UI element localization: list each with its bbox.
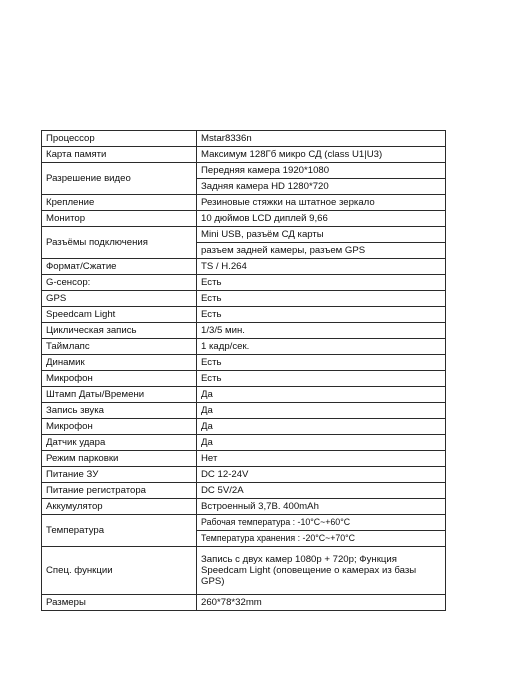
row-value: Передняя камера 1920*1080 (197, 163, 446, 179)
row-label: Микрофон (42, 419, 197, 435)
table-row (42, 467, 446, 483)
row-label: Аккумулятор (42, 499, 197, 515)
row-label: Штамп Даты/Времени (42, 387, 197, 403)
table-row (42, 323, 446, 339)
row-label: Speedcam Light (42, 307, 197, 323)
table-row (42, 195, 446, 211)
row-label: Карта памяти (42, 147, 197, 163)
row-label: Датчик удара (42, 435, 197, 451)
row-label: Питание ЗУ (42, 467, 197, 483)
row-value: Есть (197, 275, 446, 291)
table-row (42, 131, 446, 147)
spec-table (41, 130, 446, 611)
row-label: Режим парковки (42, 451, 197, 467)
row-value: DC 5V/2A (197, 483, 446, 499)
row-value: Температура хранения : -20°C~+70°C (197, 531, 446, 547)
table-row (42, 387, 446, 403)
row-label: G-сенсор: (42, 275, 197, 291)
table-row (42, 451, 446, 467)
row-label: Запись звука (42, 403, 197, 419)
table-row (42, 547, 446, 595)
row-label: Размеры (42, 595, 197, 611)
table-row (42, 163, 446, 179)
row-value: Нет (197, 451, 446, 467)
row-label: Циклическая запись (42, 323, 197, 339)
table-row (42, 515, 446, 531)
row-label: Процессор (42, 131, 197, 147)
row-label: Питание регистратора (42, 483, 197, 499)
row-label: Динамик (42, 355, 197, 371)
table-row (42, 147, 446, 163)
row-label: Таймлапс (42, 339, 197, 355)
row-value: 1/3/5 мин. (197, 323, 446, 339)
table-row (42, 355, 446, 371)
table-row (42, 291, 446, 307)
row-value: TS / H.264 (197, 259, 446, 275)
row-value: 260*78*32mm (197, 595, 446, 611)
row-value: DC 12-24V (197, 467, 446, 483)
row-value: Есть (197, 291, 446, 307)
table-row (42, 227, 446, 243)
table-row (42, 435, 446, 451)
row-value: Да (197, 419, 446, 435)
table-row (42, 339, 446, 355)
row-label: Микрофон (42, 371, 197, 387)
table-row (42, 275, 446, 291)
row-value: Mini USB, разъём СД карты (197, 227, 446, 243)
row-label: GPS (42, 291, 197, 307)
row-label: Температура (42, 515, 197, 547)
row-value: Есть (197, 355, 446, 371)
table-row (42, 499, 446, 515)
table-row (42, 483, 446, 499)
table-row (42, 403, 446, 419)
row-value: 10 дюймов LCD диплей 9,66 (197, 211, 446, 227)
row-label: Монитор (42, 211, 197, 227)
row-value: Встроенный 3,7В. 400mAh (197, 499, 446, 515)
table-row (42, 595, 446, 611)
row-value: Есть (197, 307, 446, 323)
row-value: Задняя камера HD 1280*720 (197, 179, 446, 195)
row-value: Да (197, 387, 446, 403)
row-label: Разъёмы подключения (42, 227, 197, 259)
table-row (42, 211, 446, 227)
row-label: Разрешение видео (42, 163, 197, 195)
table-row (42, 419, 446, 435)
row-value: 1 кадр/сек. (197, 339, 446, 355)
table-row (42, 307, 446, 323)
row-value: Да (197, 435, 446, 451)
row-value: Mstar8336n (197, 131, 446, 147)
row-value: Есть (197, 371, 446, 387)
row-value: Рабочая температура : -10°C~+60°C (197, 515, 446, 531)
table-row (42, 371, 446, 387)
table-row (42, 259, 446, 275)
row-value: Резиновые стяжки на штатное зеркало (197, 195, 446, 211)
row-value: Запись с двух камер 1080p + 720p; Функция Speedcam Light (оповещение о камерах из базы GPS) (197, 547, 446, 595)
row-value: Максимум 128Гб микро СД (class U1|U3) (197, 147, 446, 163)
row-value: разъем задней камеры, разъем GPS (197, 243, 446, 259)
row-label: Крепление (42, 195, 197, 211)
row-label: Формат/Сжатие (42, 259, 197, 275)
row-label: Спец. функции (42, 547, 197, 595)
row-value: Да (197, 403, 446, 419)
